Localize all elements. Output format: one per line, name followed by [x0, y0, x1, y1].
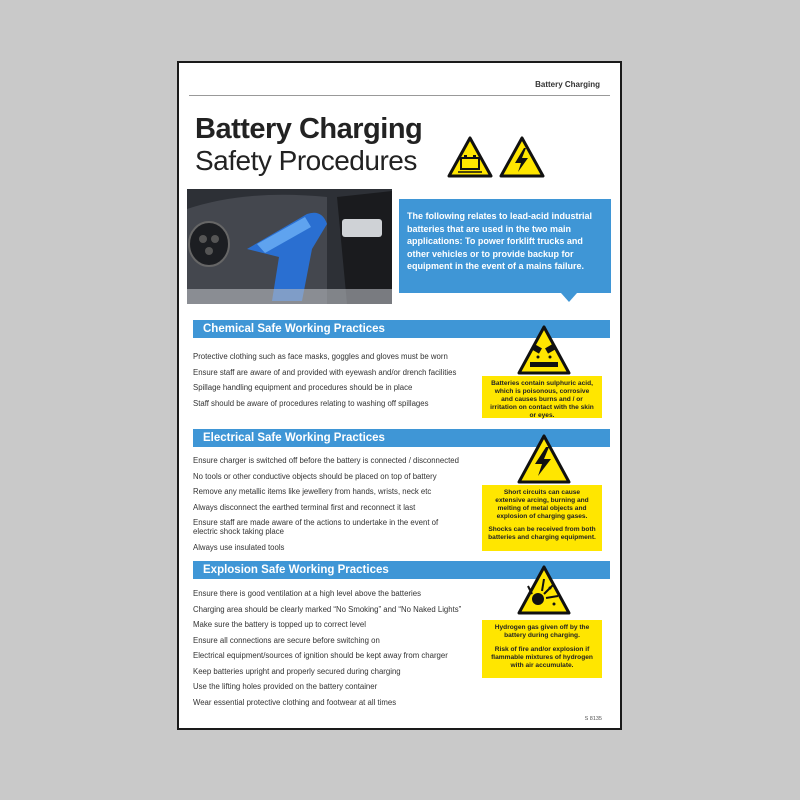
speech-pointer — [561, 293, 577, 302]
product-code: S 8135 — [584, 716, 602, 722]
warning-text: Short circuits can cause extensive arcing, burning and melting of metal objects and explosion of charging gases. — [495, 489, 589, 520]
poster-title: Battery Charging — [195, 113, 423, 145]
list-item: Ensure staff are made aware of the actions to undertake in the event of electric shock taking place — [193, 518, 439, 536]
list-item: Ensure there is good ventilation at a high level above the batteries — [193, 589, 421, 598]
list-item: Keep batteries upright and properly secured during charging — [193, 666, 401, 676]
explosive-hazard-icon — [516, 564, 572, 616]
explosion-warning-box — [482, 620, 602, 678]
list-item: Always disconnect the earthed terminal first and reconnect it last — [193, 502, 416, 512]
section-chemical-title: Chemical Safe Working Practices — [193, 320, 610, 338]
header-divider — [189, 95, 610, 96]
list-item: Always use insulated tools — [193, 542, 285, 552]
warning-text: Batteries contain sulphuric acid, which is poisonous, corrosive and causes burns and / or irritation on contact with the skin or eyes. — [490, 380, 594, 419]
list-item: Charging area should be clearly marked “No Smoking” and “No Naked Lights” — [193, 604, 462, 614]
header-tag: Battery Charging — [535, 80, 600, 89]
list-item: Remove any metallic items like jewellery from hands, wrists, neck etc — [193, 487, 432, 496]
list-item: Use the lifting holes provided on the battery container — [193, 682, 378, 691]
list-item: Staff should be aware of procedures relating to washing off spillages — [193, 398, 429, 408]
list-item: Wear essential protective clothing and footwear at all times — [193, 697, 397, 707]
list-item: No tools or other conductive objects should be placed on top of battery — [193, 471, 437, 481]
explosion-practices-list — [193, 589, 489, 713]
electrical-practices-list — [193, 456, 489, 558]
warning-text: Shocks can be received from both batteries and charging equipment. — [488, 526, 596, 541]
list-item: Ensure all connections are secure before switching on — [193, 635, 380, 645]
section-electrical-title: Electrical Safe Working Practices — [193, 429, 610, 447]
electric-hazard-icon — [499, 136, 545, 178]
hero-banner — [187, 189, 614, 304]
list-item: Ensure staff are aware of and provided with eyewash and/or drench facilities — [193, 367, 457, 377]
warning-text: Hydrogen gas given off by the battery during charging. — [494, 624, 590, 639]
ev-charger-image — [187, 189, 392, 304]
corrosive-hazard-icon — [516, 324, 572, 376]
hero-intro-text: The following relates to lead-acid industrial batteries that are used in the two main applications: To power forklift trucks and other vehicles or to provide backup for equipment in the event of a mains failure. — [399, 199, 611, 293]
list-item: Make sure the battery is topped up to correct level — [193, 620, 366, 629]
section-explosion-title: Explosion Safe Working Practices — [193, 561, 610, 579]
list-item: Protective clothing such as face masks, goggles and gloves must be worn — [193, 352, 448, 361]
list-item: Ensure charger is switched off before the battery is connected / disconnected — [193, 456, 459, 465]
list-item: Electrical equipment/sources of ignition should be kept away from charger — [193, 651, 448, 660]
list-item: Spillage handling equipment and procedures should be in place — [193, 383, 413, 392]
chemical-practices-list — [193, 352, 489, 414]
poster-subtitle: Safety Procedures — [195, 145, 417, 176]
safety-poster — [177, 61, 622, 730]
warning-text: Risk of fire and/or explosion if flammable mixtures of hydrogen with air accumulate. — [491, 646, 593, 669]
electric-hazard-icon — [516, 433, 572, 485]
charging-photo — [187, 189, 392, 304]
battery-hazard-icon — [447, 136, 493, 178]
chemical-warning-box — [482, 376, 602, 418]
electrical-warning-box — [482, 485, 602, 551]
